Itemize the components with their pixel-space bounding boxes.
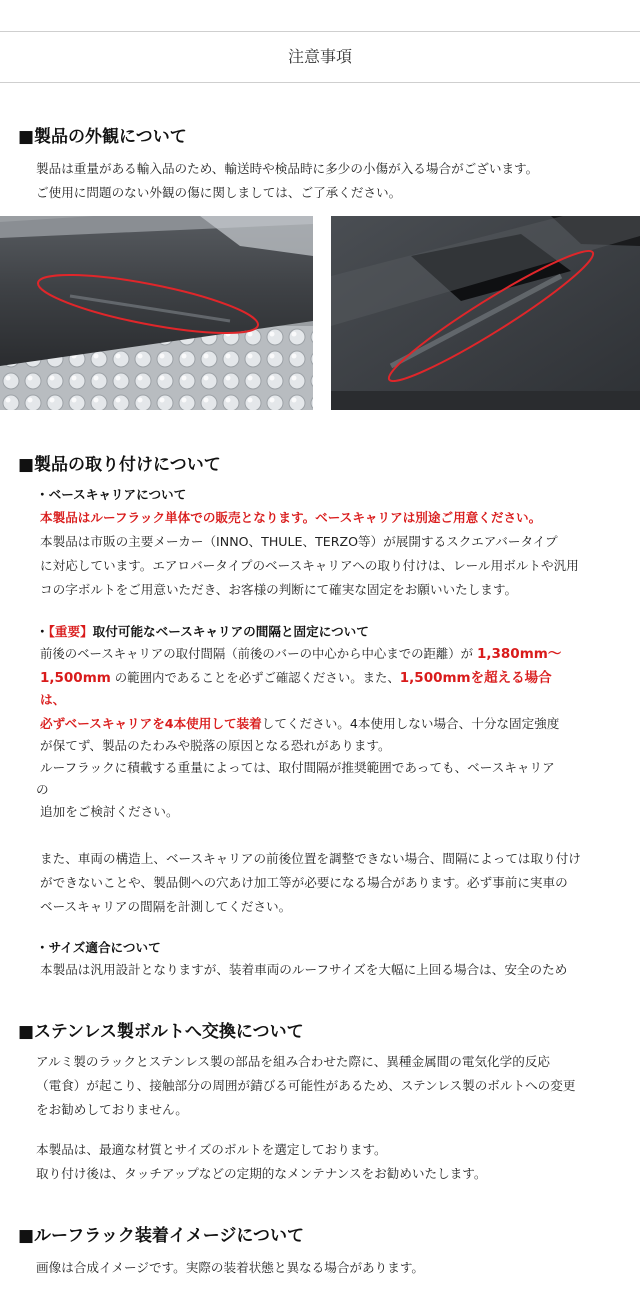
- spacing-text-5: が保てず、製品のたわみや脱落の原因となる恐れがあります。: [40, 738, 391, 753]
- base-carrier-text-3: コの字ボルトをご用意いただき、お客様の判断にて確実な固定をお願いいたします。: [40, 582, 518, 597]
- spacing-text-6: ルーフラックに積載する重量によっては、取付間隔が推奨範囲であっても、ベースキャリア: [40, 760, 555, 775]
- structure-text-3: ベースキャリアの間隔を計測してください。: [40, 899, 292, 914]
- spacing-text-1a: 前後のベースキャリアの取付間隔（前後のバーの中心から中心までの距離）が: [40, 646, 477, 661]
- top-divider: [0, 31, 640, 32]
- structure-text-1: また、車両の構造上、ベースキャリアの前後位置を調整できない場合、間隔によっては取り付け: [40, 851, 581, 866]
- base-carrier-warning: 本製品はルーフラック単体での販売となります。ベースキャリアは別途ご用意ください。: [40, 510, 542, 525]
- stainless-text-2: （電食）が起こり、接触部分の周囲が錆びる可能性があるため、ステンレス製のボルトへの変更: [36, 1078, 576, 1093]
- spacing-text-4: [40, 712, 559, 736]
- subheading-base-carrier: ・ベースキャリアについて: [36, 487, 187, 502]
- appearance-text-2: ご使用に問題のない外観の傷に関しましては、ご了承ください。: [36, 185, 402, 200]
- size-fit-text: 本製品は汎用設計となりますが、装着車両のルーフサイズを大幅に上回る場合は、安全のため: [40, 962, 568, 977]
- image-note-text: 画像は合成イメージです。実際の装着状態と異なる場合があります。: [36, 1260, 425, 1275]
- base-carrier-text-1: 本製品は市販の主要メーカー（INNO、THULE、TERZO等）が展開するスクエアバータイプ: [40, 534, 558, 549]
- scratch-photo-left: [0, 216, 313, 410]
- subheading-spacing-bullet: ・: [36, 624, 49, 639]
- spacing-text-3: は、: [40, 692, 66, 707]
- four-carriers-required: 必ずベースキャリアを4本使用して装着: [40, 716, 262, 731]
- range-max: 1,500mm: [40, 670, 111, 686]
- section-heading-image-note: ■ルーフラック装着イメージについて: [18, 1226, 305, 1246]
- appearance-text-1: 製品は重量がある輸入品のため、輸送時や検品時に多少の小傷が入る場合がございます。: [36, 161, 539, 176]
- page-title: 注意事項: [287, 47, 352, 66]
- stainless-text-1: アルミ製のラックとステンレス製の部品を組み合わせた際に、異種金属間の電気化学的反応: [36, 1054, 551, 1069]
- section-heading-appearance: ■製品の外観について: [18, 127, 187, 147]
- spacing-text-1: [40, 642, 561, 666]
- scratch-photo-right: [331, 216, 640, 410]
- subheading-size-fit: ・サイズ適合について: [36, 940, 161, 955]
- spacing-text-8: 追加をご検討ください。: [40, 804, 179, 819]
- section-heading-stainless-bolts: ■ステンレス製ボルトへ交換について: [18, 1022, 304, 1042]
- structure-text-2: ができないことや、製品側への穴あけ加工等が必要になる場合があります。必ず事前に実車の: [40, 875, 568, 890]
- spacing-text-4b: してください。4本使用しない場合、十分な固定強度: [261, 716, 560, 731]
- spacing-text-2: [40, 666, 552, 690]
- stainless-text-4: 本製品は、最適な材質とサイズのボルトを選定しております。: [36, 1142, 387, 1157]
- spacing-text-2b: の範囲内であることを必ずご確認ください。また、: [110, 670, 400, 685]
- spacing-text-7: の: [36, 782, 49, 797]
- base-carrier-text-2: に対応しています。エアロバータイプのベースキャリアへの取り付けは、レール用ボルトや汎用: [40, 558, 579, 573]
- subheading-spacing: [36, 620, 369, 644]
- stainless-text-5: 取り付け後は、タッチアップなどの定期的なメンテナンスをお勧めいたします。: [36, 1166, 487, 1181]
- range-min: 1,380mm〜: [477, 646, 562, 662]
- title-divider: [0, 82, 640, 83]
- section-heading-installation: ■製品の取り付けについて: [18, 455, 221, 475]
- stainless-text-3: をお勧めしておりません。: [36, 1102, 188, 1117]
- over-1500-warning: 1,500mmを超える場合: [399, 670, 552, 686]
- subheading-spacing-label: 取付可能なベースキャリアの間隔と固定について: [92, 624, 369, 639]
- important-tag: 【重要】: [48, 624, 93, 639]
